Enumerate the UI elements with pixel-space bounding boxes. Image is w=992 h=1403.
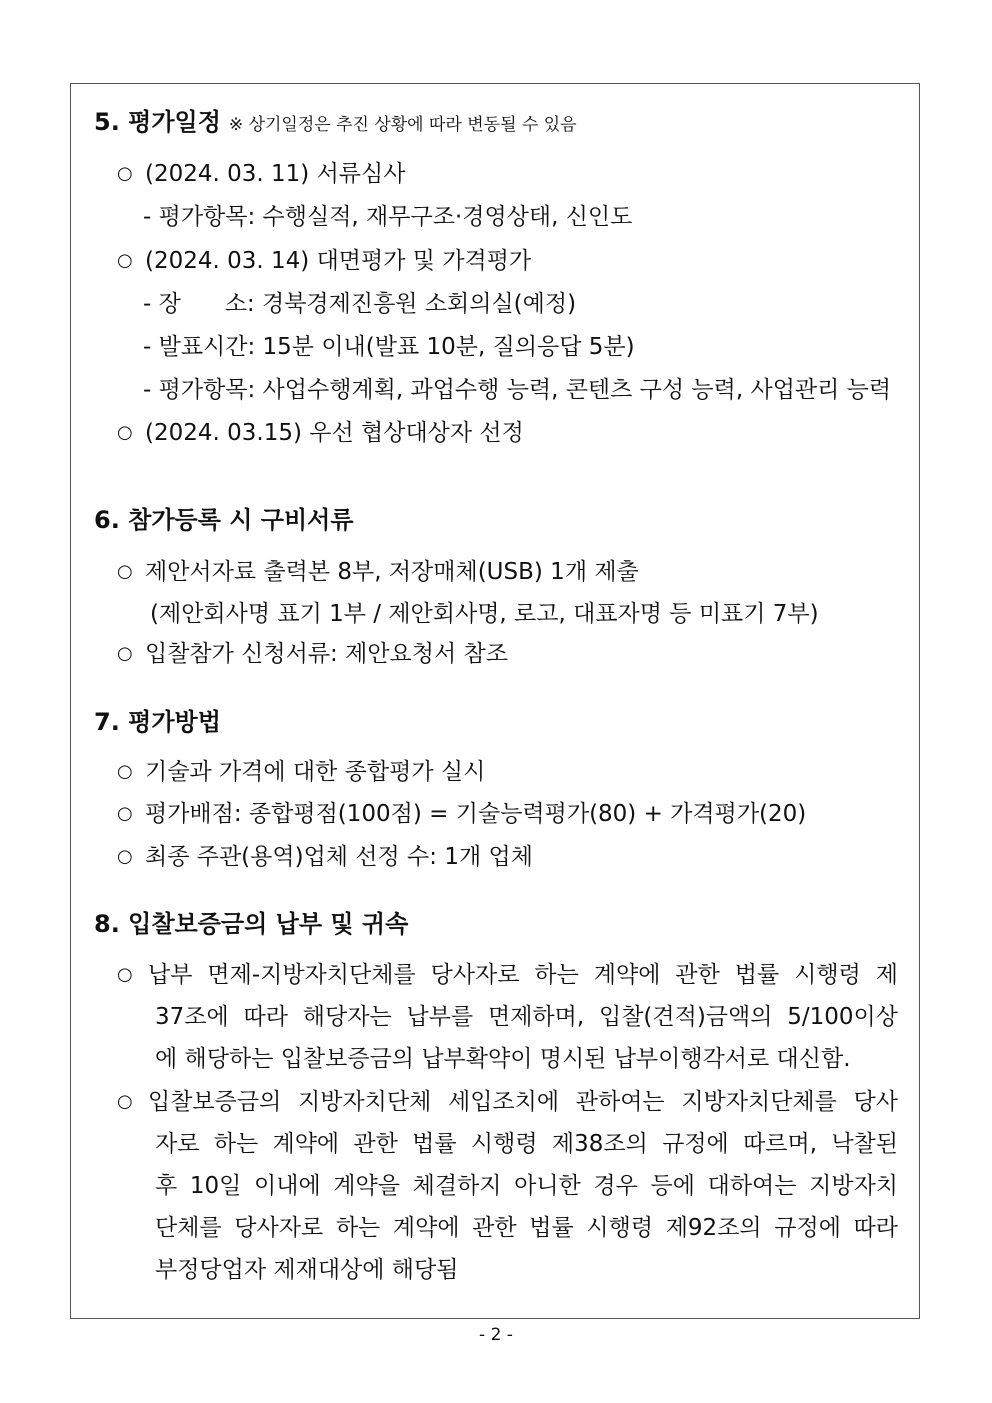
- schedule-item-interview: (2024. 03. 14) 대면평가 및 가격평가: [145, 248, 532, 274]
- schedule-subitem-criteria-2: - 평가항목: 사업수행계획, 과업수행 능력, 콘텐츠 구성 능력, 사업관리 능력: [143, 377, 892, 403]
- bullet-icon: ○: [117, 803, 133, 824]
- section-5-title: 5. 평가일정: [94, 108, 221, 136]
- schedule-item-document-review: (2024. 03. 11) 서류심사: [145, 161, 406, 187]
- deposit-paragraph-1-line: 에 해당하는 입찰보증금의 납부확약이 명시된 납부이행각서로 대신함.: [155, 1046, 851, 1072]
- deposit-paragraph-1-line: 납부 면제-지방자치단체를 당사자로 하는 계약에 관한 법률 시행령 제: [148, 962, 898, 988]
- section-5-note: ※ 상기일정은 추진 상황에 따라 변동될 수 있음: [228, 115, 577, 135]
- schedule-subitem-presentation-time: - 발표시간: 15분 이내(발표 10분, 질의응답 5분): [143, 334, 635, 360]
- deposit-paragraph-2-line: 입찰보증금의 지방자치단체 세입조치에 관하여는 지방자치단체를 당사: [148, 1089, 898, 1115]
- bullet-icon: ○: [117, 561, 133, 582]
- deposit-paragraph-2-line: 자로 하는 계약에 관한 법률 시행령 제38조의 규정에 따르며, 낙찰된: [155, 1131, 898, 1157]
- section-5-heading: [94, 108, 577, 139]
- page-number: - 2 -: [479, 1325, 513, 1345]
- section-7-title: 7. 평가방법: [94, 708, 221, 736]
- deposit-paragraph-2-line: 후 10일 이내에 계약을 체결하지 아니한 경우 등에 대하여는 지방자치: [155, 1173, 898, 1199]
- deposit-paragraph-2-line: 부정당업자 제재대상에 해당됨: [155, 1257, 459, 1283]
- bullet-icon: ○: [117, 422, 133, 443]
- section-8-title: 8. 입찰보증금의 납부 및 귀속: [94, 910, 409, 938]
- schedule-subitem-criteria-1: - 평가항목: 수행실적, 재무구조·경영상태, 신인도: [143, 204, 633, 230]
- method-item-final-selection: 최종 주관(용역)업체 선정 수: 1개 업체: [145, 844, 533, 870]
- section-6-title: 6. 참가등록 시 구비서류: [94, 506, 354, 534]
- method-item-overall: 기술과 가격에 대한 종합평가 실시: [145, 759, 486, 785]
- deposit-paragraph-1-line: 37조에 따라 해당자는 납부를 면제하며, 입찰(견적)금액의 5/100이상: [155, 1004, 898, 1030]
- bullet-icon: ○: [117, 163, 133, 184]
- schedule-subitem-venue: - 장 소: 경북경제진흥원 소회의실(예정): [143, 291, 577, 317]
- docs-item-application: 입찰참가 신청서류: 제안요청서 참조: [145, 641, 508, 667]
- bullet-icon: ○: [117, 1091, 133, 1112]
- schedule-item-selection: (2024. 03.15) 우선 협상대상자 선정: [145, 420, 524, 446]
- bullet-icon: ○: [117, 250, 133, 271]
- bullet-icon: ○: [117, 846, 133, 867]
- bullet-icon: ○: [117, 643, 133, 664]
- docs-item-proposal: 제안서자료 출력본 8부, 저장매체(USB) 1개 제출: [145, 559, 639, 585]
- method-item-scoring: 평가배점: 종합평점(100점) = 기술능력평가(80) + 가격평가(20): [145, 801, 807, 827]
- bullet-icon: ○: [117, 761, 133, 782]
- docs-item-proposal-note: (제안회사명 표기 1부 / 제안회사명, 로고, 대표자명 등 미표기 7부): [150, 601, 819, 627]
- bullet-icon: ○: [117, 964, 133, 985]
- deposit-paragraph-2-line: 단체를 당사자로 하는 계약에 관한 법률 시행령 제92조의 규정에 따라: [155, 1215, 898, 1241]
